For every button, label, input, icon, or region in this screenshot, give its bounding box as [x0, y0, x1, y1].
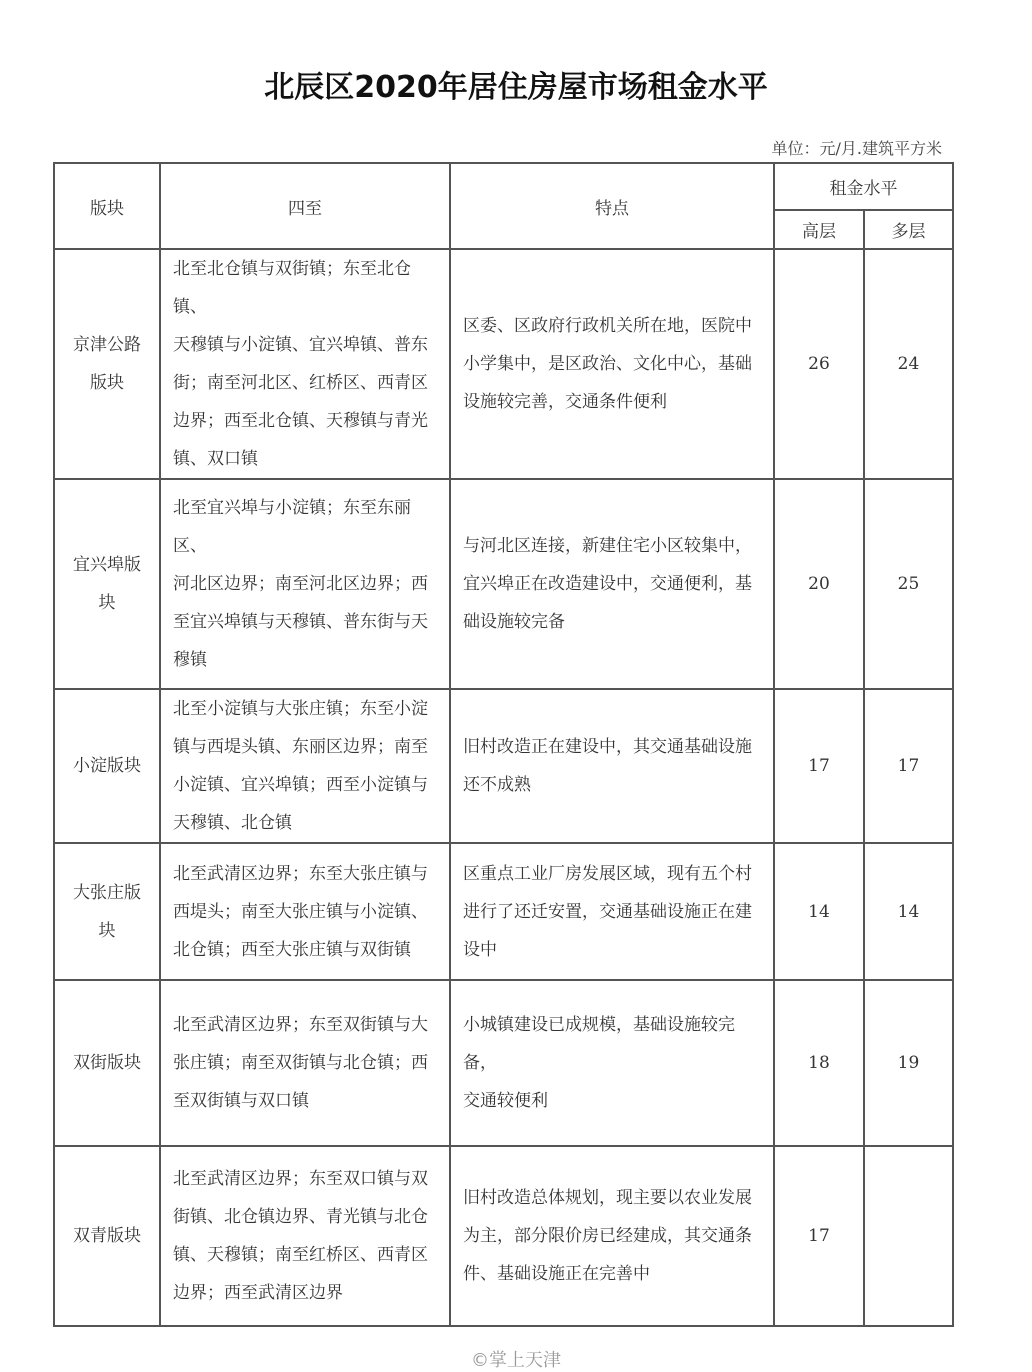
features-cell: 区委、区政府行政机关所在地，医院中 小学集中，是区政治、文化中心，基础 设施较完善，交通条件便利 [450, 249, 774, 479]
features-cell: 区重点工业厂房发展区域，现有五个村 进行了还迁安置，交通基础设施正在建 设中 [450, 843, 774, 980]
table-row [54, 843, 953, 980]
multi-story-rent: 24 [864, 249, 953, 479]
page-title: 北辰区2020年居住房屋市场租金水平 [264, 70, 768, 105]
features-cell: 旧村改造正在建设中，其交通基础设施 还不成熟 [450, 689, 774, 843]
watermark: ©掌上天津 [471, 1350, 561, 1371]
features-cell: 小城镇建设已成规模，基础设施较完备， 交通较便利 [450, 980, 774, 1146]
high-rise-rent: 18 [774, 980, 864, 1146]
multi-story-rent: 25 [864, 479, 953, 689]
bounds-cell: 北至宜兴埠与小淀镇；东至东丽区、 河北区边界；南至河北区边界；西 至宜兴埠镇与天穆镇、普东街与天 穆镇 [160, 479, 450, 689]
block-cell: 大张庄版 块 [54, 843, 160, 980]
multi-story-rent: 14 [864, 843, 953, 980]
block-cell: 双青版块 [54, 1146, 160, 1326]
header-bounds: 四至 [160, 163, 450, 249]
header-features: 特点 [450, 163, 774, 249]
high-rise-rent: 17 [774, 689, 864, 843]
multi-story-rent [864, 1146, 953, 1326]
block-cell: 宜兴埠版 块 [54, 479, 160, 689]
features-cell: 与河北区连接，新建住宅小区较集中， 宜兴埠正在改造建设中，交通便利，基 础设施较完备 [450, 479, 774, 689]
table-row [54, 479, 953, 689]
high-rise-rent: 20 [774, 479, 864, 689]
bounds-cell: 北至武清区边界；东至双街镇与大 张庄镇；南至双街镇与北仓镇；西 至双街镇与双口镇 [160, 980, 450, 1146]
multi-story-rent: 17 [864, 689, 953, 843]
high-rise-rent: 17 [774, 1146, 864, 1326]
bounds-cell: 北至北仓镇与双街镇；东至北仓镇、 天穆镇与小淀镇、宜兴埠镇、普东 街；南至河北区、红桥区、西青区 边界；西至北仓镇、天穆镇与青光 镇、双口镇 [160, 249, 450, 479]
high-rise-rent: 26 [774, 249, 864, 479]
bounds-cell: 北至武清区边界；东至大张庄镇与 西堤头；南至大张庄镇与小淀镇、 北仓镇；西至大张庄镇与双街镇 [160, 843, 450, 980]
block-cell: 小淀版块 [54, 689, 160, 843]
unit-note: 单位：元/月.建筑平方米 [771, 139, 942, 158]
features-cell: 旧村改造总体规划，现主要以农业发展 为主，部分限价房已经建成，其交通条 件、基础设施正在完善中 [450, 1146, 774, 1326]
multi-story-rent: 19 [864, 980, 953, 1146]
rent-table [53, 162, 954, 1327]
header-high: 高层 [774, 210, 864, 249]
table-row [54, 689, 953, 843]
block-cell: 双街版块 [54, 980, 160, 1146]
bounds-cell: 北至小淀镇与大张庄镇；东至小淀 镇与西堤头镇、东丽区边界；南至 小淀镇、宜兴埠镇；西至小淀镇与 天穆镇、北仓镇 [160, 689, 450, 843]
header-block: 版块 [54, 163, 160, 249]
bounds-cell: 北至武清区边界；东至双口镇与双 街镇、北仓镇边界、青光镇与北仓 镇、天穆镇；南至红桥区、西青区 边界；西至武清区边界 [160, 1146, 450, 1326]
block-cell: 京津公路 版块 [54, 249, 160, 479]
header-rent: 租金水平 [774, 163, 953, 210]
header-multi: 多层 [864, 210, 953, 249]
table-row [54, 249, 953, 479]
high-rise-rent: 14 [774, 843, 864, 980]
header-row [54, 163, 953, 210]
table-row [54, 980, 953, 1146]
table-row [54, 1146, 953, 1326]
